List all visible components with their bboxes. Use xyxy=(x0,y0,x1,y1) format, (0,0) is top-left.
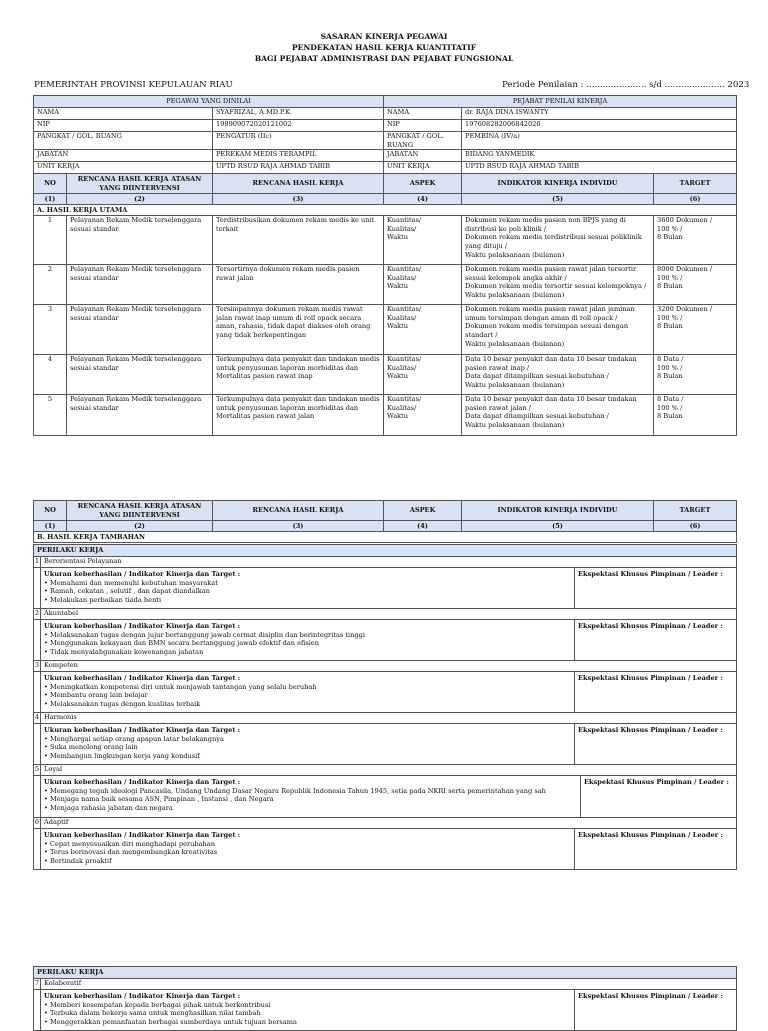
col-number: (5) xyxy=(462,194,654,205)
penilai-value: 197608282006842026 xyxy=(462,120,737,132)
list-item: • Menggerakkan pemanfaatan berbagai sumberdaya untuk tujuan bersama xyxy=(44,1017,297,1026)
perilaku-name: Akuntabel xyxy=(41,609,737,620)
ekspektasi-label: Ekspektasi Khusus Pimpinan / Leader : xyxy=(575,568,737,609)
list-item: • Melaksanakan tugas dengan jujur bertanggung jawab cermat disiplin dan berintegritas tinggi xyxy=(44,630,365,639)
ekspektasi-label: Ekspektasi Khusus Pimpinan / Leader : xyxy=(575,829,737,870)
row-rencana: Terkumpulnya data penyakit dan tindakan medis untuk penyusunan laporan morbiditas dan Mortalitas pasien rawat jalan xyxy=(213,395,384,436)
perilaku-detail-row xyxy=(34,672,737,713)
perilaku-title: PERILAKU KERJA xyxy=(34,967,737,979)
penilai-label: NAMA xyxy=(384,108,462,120)
row-indikator: Data 10 besar penyakit dan data 10 besar tindakan pasien rawat jalan / Data dapat ditampilkan sesuai kebutuhan / Waktu pelaksanaan (bulanan) xyxy=(462,395,654,436)
row-indikator: Data 10 besar penyakit dan data 10 besar tindakan pasien rawat inap / Data dapat ditampilkan sesuai kebutuhan / Waktu pelaksanaan (bulanan) xyxy=(462,355,654,395)
column-header-row xyxy=(34,501,737,521)
perilaku-name-row xyxy=(34,661,737,672)
col-aspek: ASPEK xyxy=(384,501,462,521)
column-number-row xyxy=(34,521,737,532)
ekspektasi-label: Ekspektasi Khusus Pimpinan / Leader : xyxy=(575,620,737,661)
row-target: 8000 Dokumen / 100 % / 8 Bulan xyxy=(654,265,737,305)
pegawai-label: NIP xyxy=(34,120,213,132)
perilaku-detail-row xyxy=(34,724,737,765)
perilaku-no: 7 xyxy=(34,979,41,990)
perilaku-name-row xyxy=(34,765,737,776)
row-target: 3200 Dokumen / 100 % / 8 Bulan xyxy=(654,305,737,355)
ekspektasi-label: Ekspektasi Khusus Pimpinan / Leader : xyxy=(575,672,737,713)
perilaku-detail-row xyxy=(34,829,737,870)
row-aspek: Kuantitas/ Kualitas/ Waktu xyxy=(384,355,462,395)
row-no: 3 xyxy=(34,305,67,355)
list-item: • Tidak menyalahgunakan kewenangan jabatan xyxy=(44,647,204,656)
row-target: 3600 Dokumen / 100 % / 8 Bulan xyxy=(654,216,737,265)
row-no: 5 xyxy=(34,395,67,436)
list-item: • Memegang teguh ideologi Pancasila, Undang Undang Dasar Negara Republik Indonesia Tahun 1945, setia pada NKRI serta pemerintahan yang sah xyxy=(44,786,546,795)
col-rencana-atasan: RENCANA HASIL KERJA ATASAN YANG DIINTERVENSI xyxy=(67,174,213,194)
ukuran-cell xyxy=(41,776,737,818)
perilaku-name: Harmonis xyxy=(41,713,737,724)
ukuran-label: Ukuran keberhasilan / Indikator Kinerja dan Target : xyxy=(44,992,241,1000)
col-no: NO xyxy=(34,501,67,521)
doc-title: SASARAN KINERJA PEGAWAI xyxy=(320,32,448,41)
row-atasan: Pelayanan Rekam Medik terselenggara sesuai standar xyxy=(67,265,213,305)
info-row xyxy=(34,162,737,174)
perilaku-name: Adaptif xyxy=(41,818,737,829)
col-indikator: INDIKATOR KINERJA INDIVIDU xyxy=(462,174,654,194)
col-number: (5) xyxy=(462,521,654,532)
list-item: • Ramah, cekatan , solutif , dan dapat diandalkan xyxy=(44,587,210,596)
section-b-title: B. HASIL KERJA TAMBAHAN xyxy=(34,532,737,543)
ukuran-label: Ukuran keberhasilan / Indikator Kinerja dan Target : xyxy=(44,622,241,630)
perilaku-detail-row xyxy=(34,568,737,609)
info-row xyxy=(34,132,737,150)
table-row xyxy=(34,395,737,436)
list-item: • Melakukan perbaikan tiada henti xyxy=(44,595,162,604)
penilai-value: UPTD RSUD RAJA AHMAD TABIB xyxy=(462,162,737,174)
col-target: TARGET xyxy=(654,501,737,521)
list-item: • Suka menolong orang lain xyxy=(44,743,138,752)
ukuran-cell xyxy=(41,620,575,661)
col-number: (6) xyxy=(654,521,737,532)
pegawai-value: PENGATUR (IIc) xyxy=(213,132,384,150)
perilaku-detail-row xyxy=(34,776,737,818)
list-item: • Terus berinovasi dan mengembangkan kreativitas xyxy=(44,848,218,857)
penilai-heading: PEJABAT PENILAI KINERJA xyxy=(384,96,737,108)
penilai-label: PANGKAT / GOL. RUANG xyxy=(384,132,462,150)
list-item: • Cepat menyesuaikan diri menghadapi perubahan xyxy=(44,839,215,848)
list-item: • Memahami dan memenuhi kebutuhan masyarakat xyxy=(44,578,218,587)
col-no: NO xyxy=(34,174,67,194)
penilai-value: BIDANG YANMEDIK xyxy=(462,150,737,162)
table-row xyxy=(34,265,737,305)
perilaku-no: 5 xyxy=(34,765,41,776)
row-no: 4 xyxy=(34,355,67,395)
perilaku-table-2 xyxy=(33,966,737,1031)
penilai-label: NIP xyxy=(384,120,462,132)
perilaku-name: Berorientasi Pelayanan xyxy=(41,557,737,568)
ukuran-label: Ukuran keberhasilan / Indikator Kinerja dan Target : xyxy=(44,674,241,682)
list-item: • Memberi kesempatan kepada berbagai pihak untuk berkontribusi xyxy=(44,1000,271,1009)
col-rencana: RENCANA HASIL KERJA xyxy=(213,501,384,521)
col-number: (1) xyxy=(34,521,67,532)
penilai-value: PEMBINA (IV/a) xyxy=(462,132,737,150)
list-item: • Membangun lingkungan kerja yang kondusif xyxy=(44,751,200,760)
doc-subtitle: PENDEKATAN HASIL KERJA KUANTITATIF xyxy=(291,43,477,52)
col-number: (1) xyxy=(34,194,67,205)
perilaku-name: Kompeten xyxy=(41,661,737,672)
perilaku-name-row xyxy=(34,609,737,620)
info-row xyxy=(34,150,737,162)
pegawai-label: PANGKAT / GOL. RUANG xyxy=(34,132,213,150)
col-number: (4) xyxy=(384,521,462,532)
table-row xyxy=(34,216,737,265)
list-item: • Bertindak proaktif xyxy=(44,856,112,865)
perilaku-detail-row xyxy=(34,990,737,1031)
ukuran-cell xyxy=(41,829,575,870)
col-aspek: ASPEK xyxy=(384,174,462,194)
info-row xyxy=(34,108,737,120)
col-number: (6) xyxy=(654,194,737,205)
row-atasan: Pelayanan Rekam Medik terselenggara sesuai standar xyxy=(67,305,213,355)
row-aspek: Kuantitas/ Kualitas/ Waktu xyxy=(384,216,462,265)
list-item: • Melaksanakan tugas dengan kualitas terbaik xyxy=(44,699,201,708)
col-number: (4) xyxy=(384,194,462,205)
pegawai-value: UPTD RSUD RAJA AHMAD TABIB xyxy=(213,162,384,174)
ukuran-cell xyxy=(41,724,575,765)
list-item: • Menghargai setiap orang apapun latar belakangnya xyxy=(44,734,224,743)
perilaku-name: Kolaboratif xyxy=(41,979,737,990)
col-number: (3) xyxy=(213,194,384,205)
col-target: TARGET xyxy=(654,174,737,194)
skp-main-table xyxy=(33,95,737,436)
row-target: 8 Data / 100 % / 8 Bulan xyxy=(654,395,737,436)
penilai-label: UNIT KERJA xyxy=(384,162,462,174)
row-indikator: Dokumen rekam medis pasien rawat jalan jaminan umum tersimpan dengan aman di roll opack / Dokumen rekam medis tersimpan sesuai dengan standart / Waktu pelaksanaan (bulanan) xyxy=(462,305,654,355)
perilaku-name-row xyxy=(34,818,737,829)
ukuran-label: Ukuran keberhasilan / Indikator Kinerja dan Target : xyxy=(44,726,241,734)
row-atasan: Pelayanan Rekam Medik terselenggara sesuai standar xyxy=(67,216,213,265)
col-number: (3) xyxy=(213,521,384,532)
list-item: • Terbuka dalam bekerja sama untuk menghasilkan nilai tambah xyxy=(44,1009,261,1018)
row-indikator: Dokumen rekam medis pasien non BPJS yang di distribusi ke poli klinik / Dokumen rekam medis terdistribusi sesuai poliklinik yang dituju / Waktu pelaksanaan (bulanan) xyxy=(462,216,654,265)
col-indikator: INDIKATOR KINERJA INDIVIDU xyxy=(462,501,654,521)
perilaku-name-row xyxy=(34,979,737,990)
column-number-row xyxy=(34,194,737,205)
ukuran-label: Ukuran keberhasilan / Indikator Kinerja dan Target : xyxy=(44,831,241,839)
ukuran-label: Ukuran keberhasilan / Indikator Kinerja dan Target : xyxy=(44,778,241,786)
row-rencana: Tersortirnya dokumen rekam medis pasien rawat jalan xyxy=(213,265,384,305)
perilaku-name: Loyal xyxy=(41,765,737,776)
pegawai-value: SYAFRIZAL, A.MD.P.K. xyxy=(213,108,384,120)
info-row xyxy=(34,120,737,132)
ukuran-label: Ukuran keberhasilan / Indikator Kinerja dan Target : xyxy=(44,570,241,578)
row-rencana: Terkumpulnya data penyakit dan tindakan medis untuk penyusunan laporan morbiditas dan Mortalitas pasien rawat inap xyxy=(213,355,384,395)
ukuran-cell xyxy=(41,672,575,713)
pegawai-label: NAMA xyxy=(34,108,213,120)
organization-name: PEMERINTAH PROVINSI KEPULAUAN RIAU xyxy=(34,80,233,90)
perilaku-detail-row xyxy=(34,620,737,661)
ekspektasi-label: Ekspektasi Khusus Pimpinan / Leader : xyxy=(584,778,737,787)
table-row xyxy=(34,305,737,355)
col-number: (2) xyxy=(67,194,213,205)
row-aspek: Kuantitas/ Kualitas/ Waktu xyxy=(384,395,462,436)
perilaku-name-row xyxy=(34,713,737,724)
perilaku-no: 3 xyxy=(34,661,41,672)
ukuran-cell xyxy=(41,990,575,1031)
row-target: 8 Data / 100 % / 8 Bulan xyxy=(654,355,737,395)
row-aspek: Kuantitas/ Kualitas/ Waktu xyxy=(384,305,462,355)
row-aspek: Kuantitas/ Kualitas/ Waktu xyxy=(384,265,462,305)
list-item: • Membantu orang lain belajar xyxy=(44,691,148,700)
pegawai-heading: PEGAWAI YANG DINILAI xyxy=(34,96,384,108)
pegawai-value: PEREKAM MEDIS TERAMPIL xyxy=(213,150,384,162)
ukuran-cell xyxy=(41,568,575,609)
section-a-title: A. HASIL KERJA UTAMA xyxy=(34,205,737,216)
ekspektasi-label: Ekspektasi Khusus Pimpinan / Leader : xyxy=(575,990,737,1031)
col-rencana: RENCANA HASIL KERJA xyxy=(213,174,384,194)
list-item: • Menjaga rahasia jabatan dan negara xyxy=(44,803,173,812)
column-header-row xyxy=(34,174,737,194)
doc-subtitle-2: BAGI PEJABAT ADMINISTRASI DAN PEJABAT FUNGSIONAL xyxy=(254,54,514,63)
row-rencana: Terdistribusikan dokumen rekam medis ke unit terkait xyxy=(213,216,384,265)
penilai-value: dr. RAJA DINA ISWANTY xyxy=(462,108,737,120)
skp-additional-table xyxy=(33,500,737,543)
row-atasan: Pelayanan Rekam Medik terselenggara sesuai standar xyxy=(67,355,213,395)
perilaku-no: 2 xyxy=(34,609,41,620)
pegawai-label: JABATAN xyxy=(34,150,213,162)
list-item: • Menggunakan kekayaan dan BMN secara bertanggung jawab efektif dan efisien xyxy=(44,639,320,648)
assessment-period: Periode Penilaian : ...................... s/d ...................... 2023 xyxy=(502,80,750,90)
perilaku-no: 1 xyxy=(34,557,41,568)
list-item: • Menjaga nama baik sesama ASN, Pimpinan , Instansi , dan Negara xyxy=(44,795,274,804)
ekspektasi-label: Ekspektasi Khusus Pimpinan / Leader : xyxy=(575,724,737,765)
list-item: • Meningkatkan kompetensi diri untuk menjawab tantangan yang selalu berubah xyxy=(44,682,317,691)
perilaku-no: 6 xyxy=(34,818,41,829)
row-rencana: Tersimpannya dokumen rekam medis rawat jalan rawat inap umum di roll opack secara aman, rahasia, tidak dapat diakses oleh orang yang tidak berkepentingan xyxy=(213,305,384,355)
col-number: (2) xyxy=(67,521,213,532)
penilai-label: JABATAN xyxy=(384,150,462,162)
col-rencana-atasan: RENCANA HASIL KERJA ATASAN YANG DIINTERVENSI xyxy=(67,501,213,521)
pegawai-label: UNIT KERJA xyxy=(34,162,213,174)
row-indikator: Dokumen rekam medis pasien rawat jalan tersortir sesuai kelompok angka akhir / Dokumen rekam medis tersortir sesuai kelompoknya / Waktu pelaksanaan (bulanan) xyxy=(462,265,654,305)
perilaku-no: 4 xyxy=(34,713,41,724)
pegawai-value: 198909072020121002 xyxy=(213,120,384,132)
perilaku-table xyxy=(33,544,737,870)
perilaku-title: PERILAKU KERJA xyxy=(34,545,737,557)
row-no: 2 xyxy=(34,265,67,305)
perilaku-name-row xyxy=(34,557,737,568)
row-no: 1 xyxy=(34,216,67,265)
table-row xyxy=(34,355,737,395)
row-atasan: Pelayanan Rekam Medik terselenggara sesuai standar xyxy=(67,395,213,436)
